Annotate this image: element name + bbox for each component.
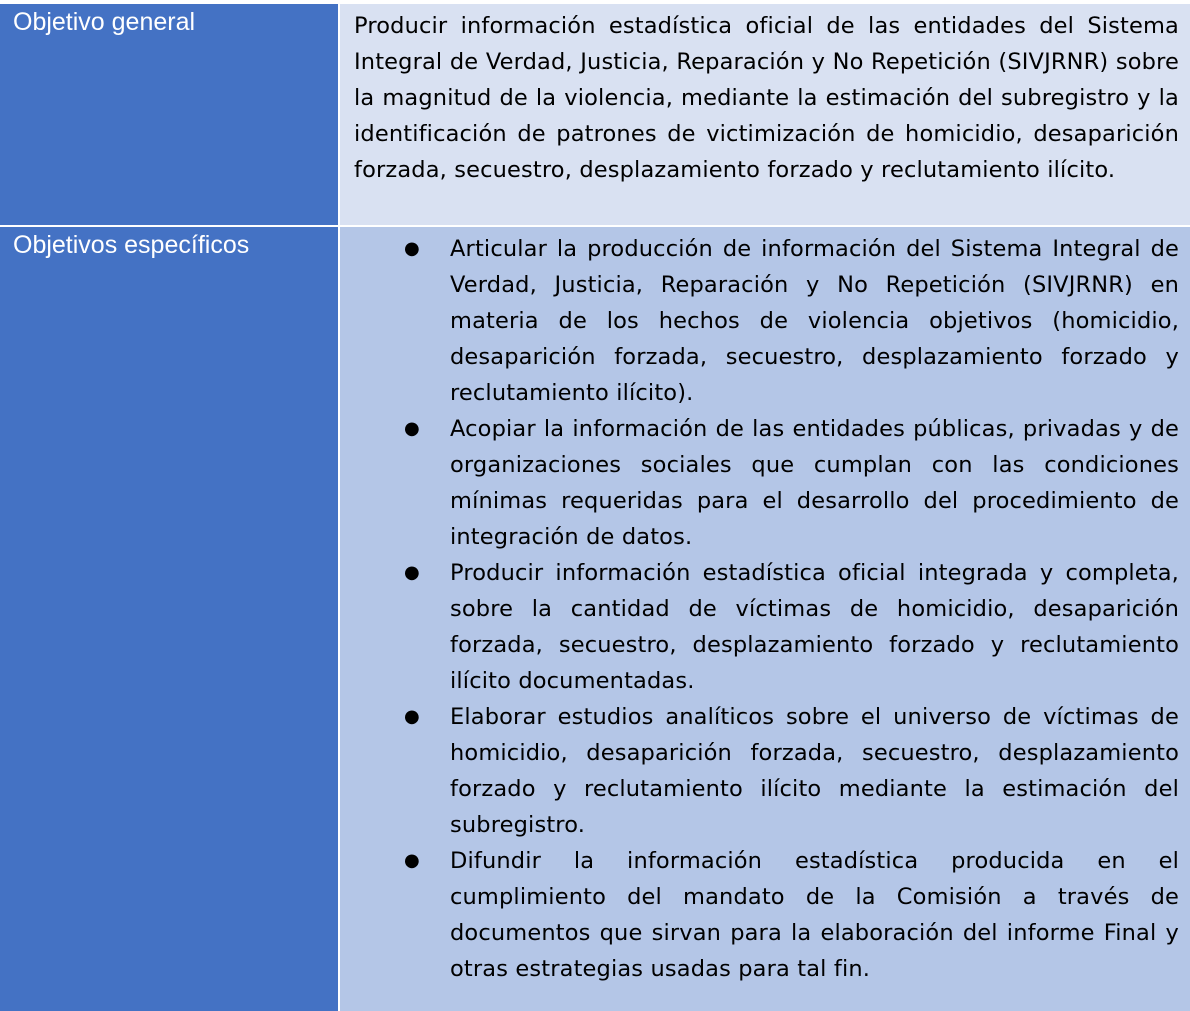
list-item — [340, 231, 1179, 411]
list-item-text: Articular la producción de información del Sistema Integral de Verdad, Justicia, Reparación y No Repetición (SIVJRNR) en materia de los hechos de violencia objetivos (homicidio, desaparición forzada, secuestro, desplazamiento forzado y reclutamiento ilícito). — [450, 236, 1179, 406]
list-item — [340, 699, 1179, 843]
specific-objectives-list — [340, 231, 1179, 987]
list-item-text: Difundir la información estadística producida en el cumplimiento del mandato de la Comisión a través de documentos que sirvan para la elaboración del informe Final y otras estrategias usadas para tal fin. — [450, 848, 1179, 982]
bullet-icon: ● — [404, 706, 420, 727]
row-header-cell — [0, 4, 338, 225]
bullet-icon: ● — [404, 238, 420, 259]
bullet-icon: ● — [404, 418, 420, 439]
row-label: Objetivo general — [13, 8, 196, 36]
bullet-icon: ● — [404, 850, 420, 871]
table-row-objetivos-especificos — [0, 227, 1190, 1011]
list-item — [340, 411, 1179, 555]
general-objective-text: Producir información estadística oficial de las entidades del Sistema Integral de Verdad, Justicia, Reparación y No Repetición (SIVJRNR) sobre la magnitud de la violencia, mediante la estimación del subregistro y la identificación de patrones de victimización de homicidio, desaparición forzada, secuestro, desplazamiento forzado y reclutamiento ilícito. — [354, 13, 1179, 183]
row-label: Objetivos específicos — [13, 231, 250, 259]
list-item-text: Elaborar estudios analíticos sobre el universo de víctimas de homicidio, desaparición forzada, secuestro, desplazamiento forzado y reclutamiento ilícito mediante la estimación del subregistro. — [450, 704, 1179, 838]
bullet-icon: ● — [404, 562, 420, 583]
table-row-objetivo-general — [0, 4, 1190, 225]
row-content-cell — [340, 227, 1190, 1011]
row-header-cell — [0, 227, 338, 1011]
row-content-cell — [340, 4, 1190, 225]
list-item — [340, 555, 1179, 699]
list-item-text: Producir información estadística oficial integrada y completa, sobre la cantidad de víctimas de homicidio, desaparición forzada, secuestro, desplazamiento forzado y reclutamiento ilícito documentadas. — [450, 560, 1179, 694]
list-item-text: Acopiar la información de las entidades públicas, privadas y de organizaciones sociales que cumplan con las condiciones mínimas requeridas para el desarrollo del procedimiento de integración de datos. — [450, 416, 1179, 550]
list-item — [340, 843, 1179, 987]
